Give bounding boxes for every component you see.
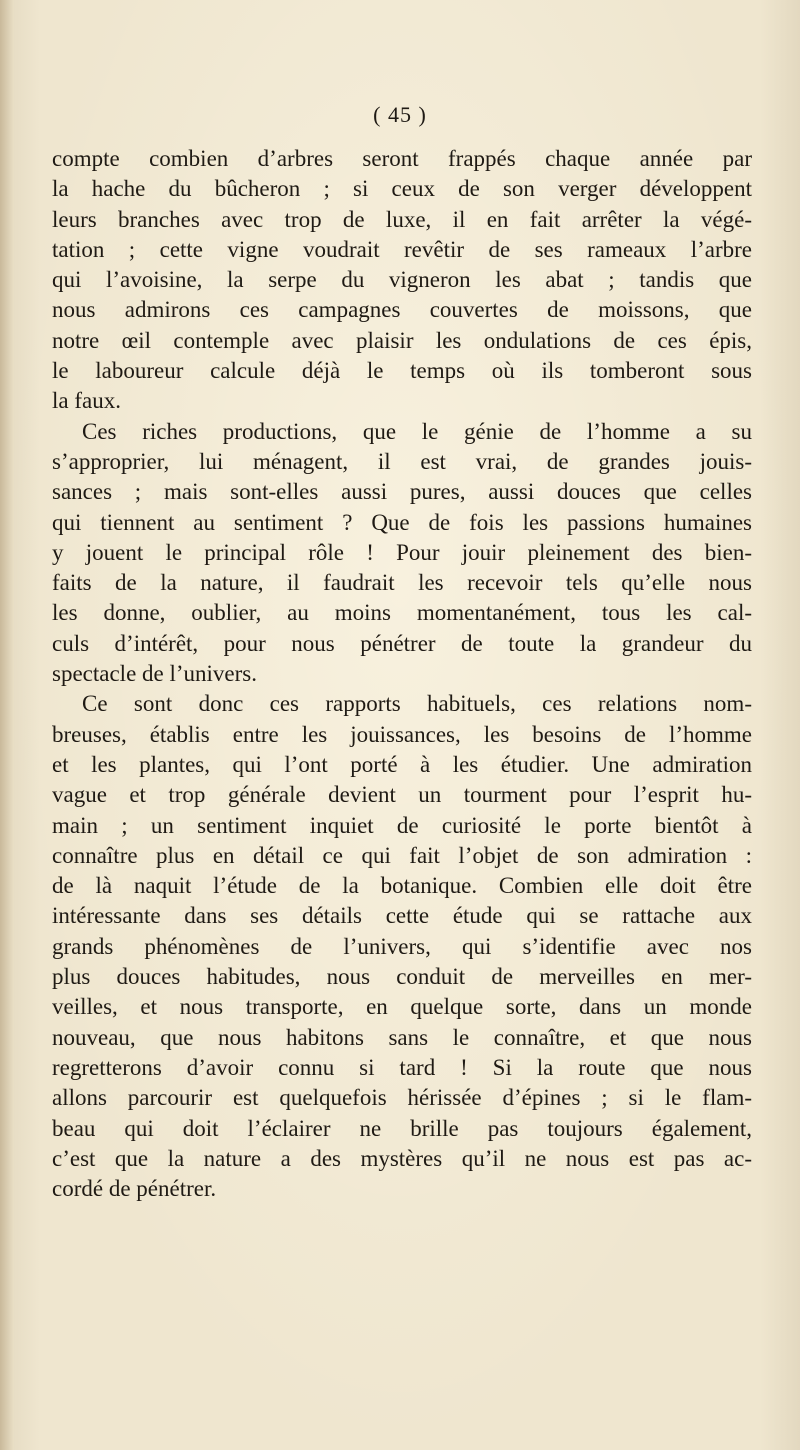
text-line: tation ; cette vigne voudrait revêtir de ses rameaux l’arbre	[52, 236, 752, 262]
text-line: vague et trop générale devient un tourment pour l’esprit hu-	[52, 782, 752, 808]
page-binding-edge	[0, 0, 14, 1450]
text-line: le laboureur calcule déjà le temps où ils tomberont sous	[52, 358, 752, 384]
text-line: les donne, oublier, au moins momentanément, tous les cal-	[52, 600, 752, 626]
text-line: qui l’avoisine, la serpe du vigneron les abat ; tandis que	[52, 267, 752, 293]
text-line: cordé de pénétrer.	[52, 1176, 217, 1202]
text-line: et les plantes, qui l’ont porté à les étudier. Une admiration	[52, 751, 752, 777]
text-line: connaître plus en détail ce qui fait l’objet de son admiration :	[52, 842, 752, 868]
text-line: s’approprier, lui ménagent, il est vrai, de grandes jouis-	[52, 448, 752, 474]
text-line: grands phénomènes de l’univers, qui s’identifie avec nos	[52, 933, 752, 959]
text-line: c’est que la nature a des mystères qu’il ne nous est pas ac-	[52, 1145, 752, 1171]
text-line: la hache du bûcheron ; si ceux de son verger développent	[52, 176, 752, 202]
text-line: nouveau, que nous habitons sans le connaître, et que nous	[52, 1024, 752, 1050]
text-line: culs d’intérêt, pour nous pénétrer de toute la grandeur du	[52, 630, 752, 656]
text-line: compte combien d’arbres seront frappés chaque année par	[52, 146, 752, 171]
text-line: faits de la nature, il faudrait les recevoir tels qu’elle nous	[52, 570, 752, 596]
text-line: sances ; mais sont-elles aussi pures, aussi douces que celles	[52, 479, 752, 505]
text-line: y jouent le principal rôle ! Pour jouir pleinement des bien-	[52, 539, 752, 565]
text-line: beau qui doit l’éclairer ne brille pas toujours également,	[52, 1115, 752, 1141]
text-line: qui tiennent au sentiment ? Que de fois les passions humaines	[52, 509, 752, 535]
page-number: ( 45 )	[373, 102, 427, 127]
text-line: Ces riches productions, que le génie de l’homme a su	[82, 418, 752, 444]
text-line: spectacle de l’univers.	[52, 661, 257, 687]
text-line: leurs branches avec trop de luxe, il en fait arrêter la végé-	[52, 206, 752, 232]
text-line: main ; un sentiment inquiet de curiosité le porte bientôt à	[52, 812, 752, 838]
text-line: la faux.	[52, 388, 121, 414]
text-line: allons parcourir est quelquefois hérissée d’épines ; si le flam-	[52, 1085, 752, 1111]
text-line: breuses, établis entre les jouissances, les besoins de l’homme	[52, 721, 752, 747]
text-line: plus douces habitudes, nous conduit de merveilles en mer-	[52, 964, 752, 990]
text-line: veilles, et nous transporte, en quelque sorte, dans un monde	[52, 994, 752, 1020]
text-line: regretterons d’avoir connu si tard ! Si la route que nous	[52, 1054, 752, 1080]
text-line: intéressante dans ses détails cette étude qui se rattache aux	[52, 903, 752, 929]
paragraph-1	[52, 144, 752, 417]
text-line: de là naquit l’étude de la botanique. Combien elle doit être	[52, 873, 752, 899]
body-text	[52, 144, 752, 1204]
text-line: Ce sont donc ces rapports habituels, ces relations nom-	[82, 691, 752, 717]
paragraph-3	[52, 689, 752, 1204]
paragraph-2	[52, 417, 752, 690]
text-line: nous admirons ces campagnes couvertes de moissons, que	[52, 297, 752, 323]
text-line: notre œil contemple avec plaisir les ondulations de ces épis,	[52, 327, 752, 353]
